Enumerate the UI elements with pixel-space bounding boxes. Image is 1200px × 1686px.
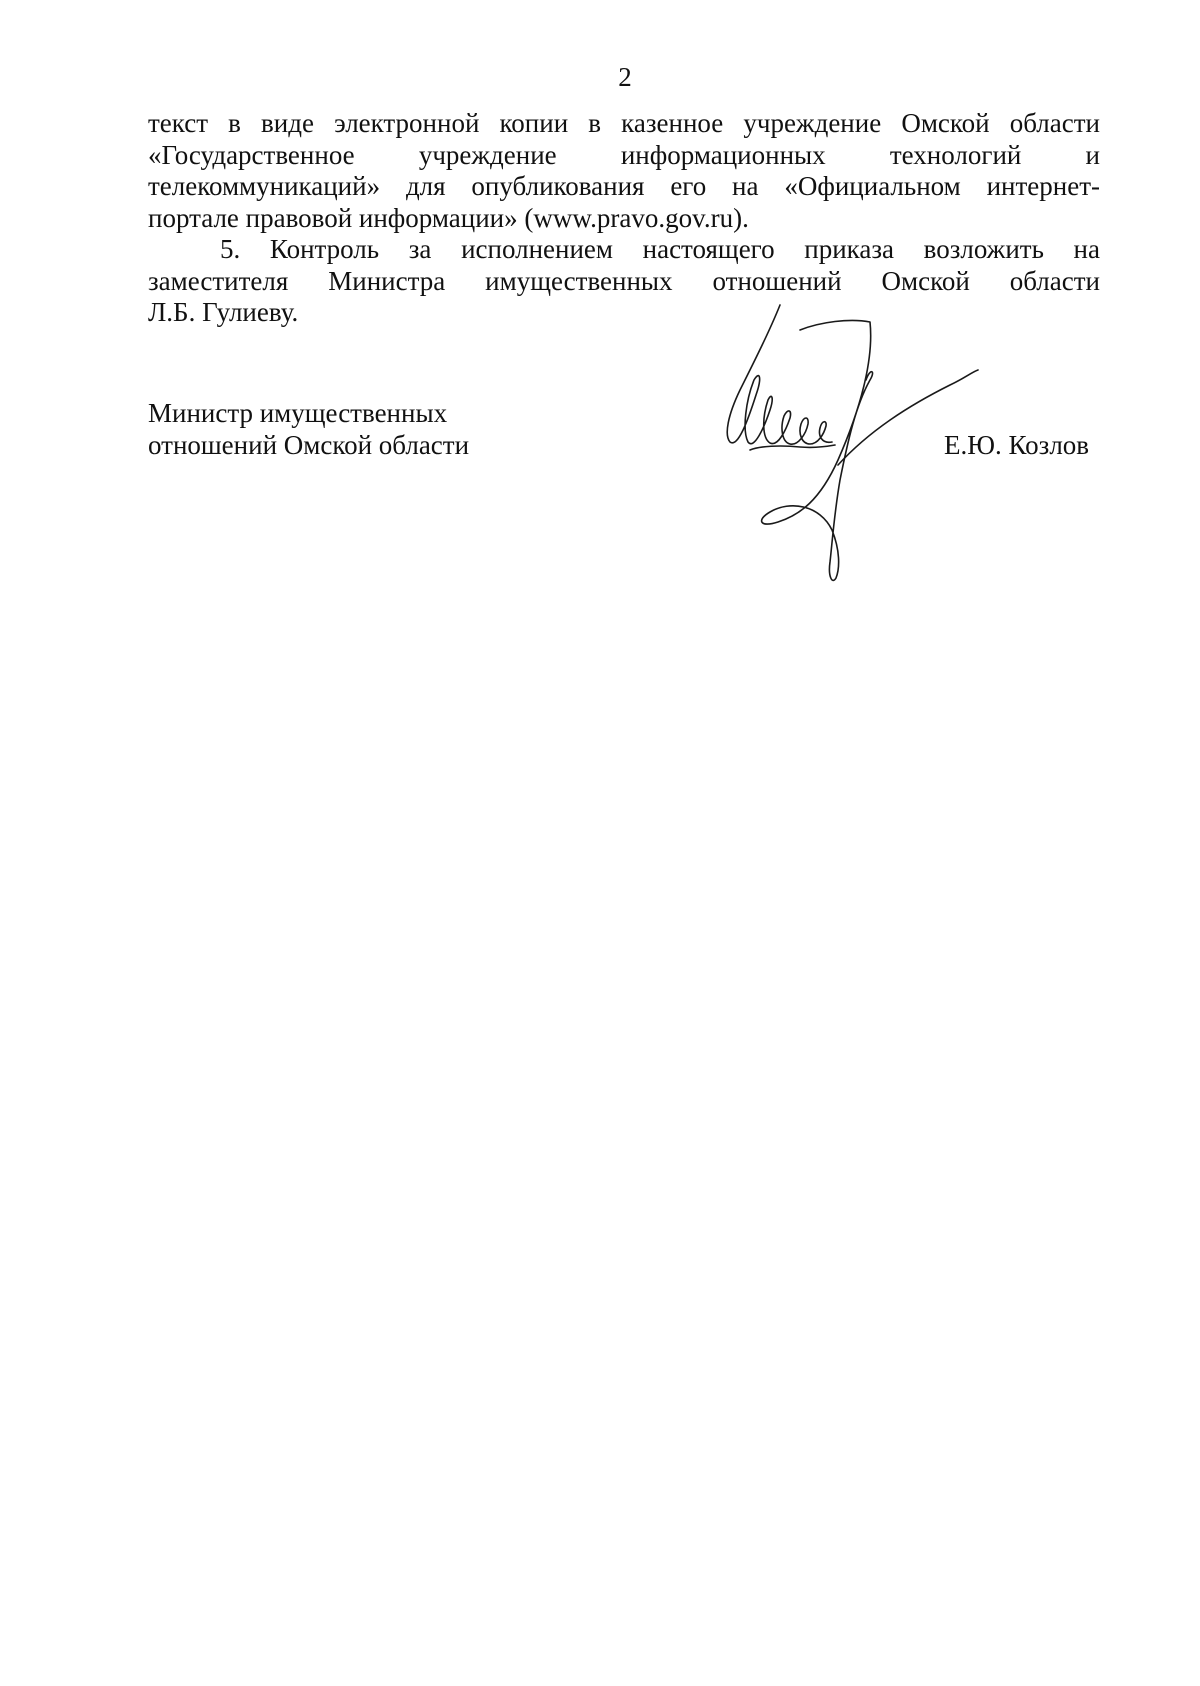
body-line: телекоммуникаций» для опубликования его на «Официальном интернет- bbox=[148, 171, 1100, 201]
paragraph-5-first-line: 5. Контроль за исполнением настоящего приказа возложить на bbox=[220, 234, 1100, 264]
body-line: «Государственное учреждение информационных технологий и bbox=[148, 139, 1100, 170]
body-line: портале правовой информации» (www.pravo.gov.ru). bbox=[148, 202, 749, 233]
document-body bbox=[148, 108, 1100, 329]
page-number: 2 bbox=[618, 62, 632, 92]
body-line: текст в виде электронной копии в казенное учреждение Омской области bbox=[148, 108, 1100, 138]
signatory-position bbox=[148, 398, 469, 461]
signatory-position-line: Министр имущественных bbox=[148, 398, 448, 428]
signatory-name: Е.Ю. Козлов bbox=[944, 430, 1090, 460]
signatory-position-line: отношений Омской области bbox=[148, 429, 470, 460]
body-line: заместителя Министра имущественных отношений Омской области bbox=[148, 265, 1100, 296]
body-line: Л.Б. Гулиеву. bbox=[148, 297, 299, 327]
